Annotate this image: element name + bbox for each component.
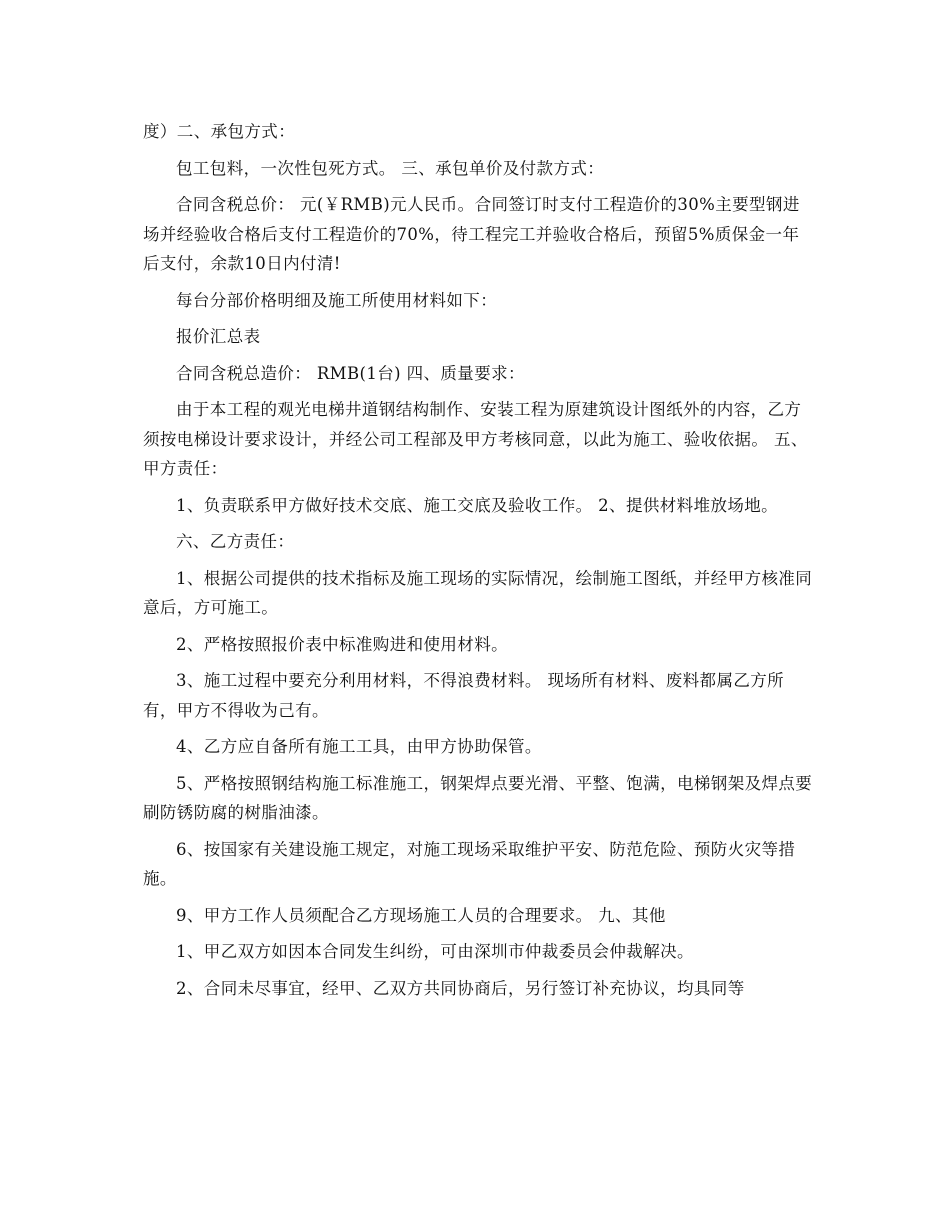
- paragraph-party-b-heading: 六、乙方责任：: [176, 532, 295, 551]
- paragraph-party-b-duty-3: 3、施工过程中要充分利用材料，不得浪费材料。 现场所有材料、废料都属乙方所有，甲方不得收为己有。: [143, 671, 785, 720]
- paragraph-party-b-duty-6: 6、按国家有关建设施工规定，对施工现场采取维护平安、防范危险、预防火灾等措施。: [143, 839, 796, 888]
- paragraph-quality-requirements: 由于本工程的观光电梯井道钢结构制作、安装工程为原建筑设计图纸外的内容，乙方须按电梯设计要求设计，并经公司工程部及甲方考核同意，以此为施工、验收依据。 五、甲方责任：: [143, 400, 808, 478]
- paragraph-other-2: 2、合同未尽事宜，经甲、乙双方共同协商后，另行签订补充协议，均具同等: [176, 978, 745, 998]
- paragraph-total-price-payment: 合同含税总价： 元(￥RMB)元人民币。合同签订时支付工程造价的30%主要型钢进场并经验收合格后支付工程造价的70%，待工程完工并验收合格后，预留5%质保金一年后支付，余款10日内付清!: [143, 195, 800, 273]
- paragraph-party-b-duty-2: 2、严格按照报价表中标准购进和使用材料。: [176, 634, 508, 654]
- paragraph-party-b-duty-9: 9、甲方工作人员须配合乙方现场施工人员的合理要求。 九、其他: [176, 905, 666, 925]
- paragraph-quote-summary: 报价汇总表: [176, 327, 261, 346]
- paragraph-party-b-duty-4: 4、乙方应自备所有施工工具，由甲方协助保管。: [176, 737, 542, 756]
- paragraph-party-b-duty-1: 1、根据公司提供的技术指标及施工现场的实际情况，绘制施工图纸，并经甲方核准同意后，方可施工。: [143, 568, 813, 617]
- paragraph-total-cost-quality: 合同含税总造价： RMB(1台) 四、质量要求：: [176, 363, 525, 383]
- paragraph-party-a-duty-1: 1、负责联系甲方做好技术交底、施工交底及验收工作。 2、提供材料堆放场地。: [176, 495, 779, 515]
- document-body: [143, 117, 815, 1003]
- paragraph-other-1: 1、甲乙双方如因本合同发生纠纷，可由深圳市仲裁委员会仲裁解决。: [176, 942, 694, 961]
- paragraph-contract-method-heading: 度）二、承包方式：: [143, 122, 296, 141]
- paragraph-contract-method: 包工包料，一次性包死方式。 三、承包单价及付款方式：: [176, 158, 605, 178]
- paragraph-price-details-intro: 每台分部价格明细及施工所使用材料如下：: [176, 290, 498, 310]
- paragraph-party-b-duty-5: 5、严格按照钢结构施工标准施工，钢架焊点要光滑、平整、饱满，电梯钢架及焊点要刷防锈防腐的树脂油漆。: [143, 773, 813, 822]
